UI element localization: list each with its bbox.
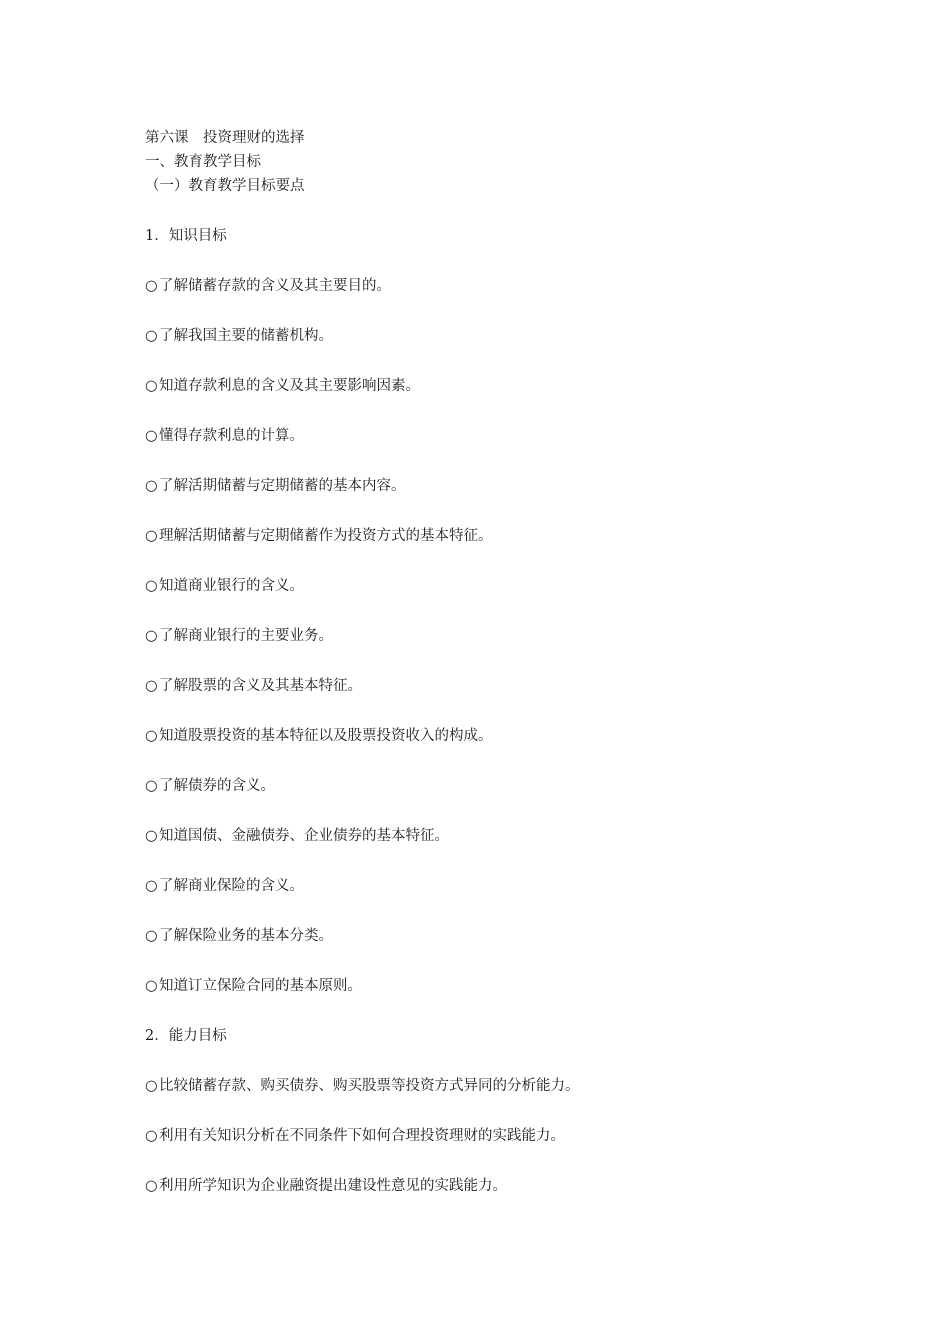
list-item (145, 1174, 845, 1198)
knowledge-objectives-heading: 1．知识目标 (145, 228, 227, 244)
circle-bullet-icon: ○ (145, 478, 158, 494)
list-item-text: 了解商业银行的主要业务。 (159, 628, 333, 644)
list-item (145, 974, 845, 998)
list-item-text: 知道国债、金融债券、企业债券的基本特征。 (159, 828, 449, 844)
list-item-text: 知道订立保险合同的基本原则。 (159, 978, 362, 994)
circle-bullet-icon: ○ (145, 578, 158, 594)
list-item-text: 了解股票的含义及其基本特征。 (159, 678, 362, 694)
subsection-heading-key-points: （一）教育教学目标要点 (145, 178, 305, 194)
list-item-text: 了解商业保险的含义。 (159, 878, 304, 894)
list-item-text: 知道股票投资的基本特征以及股票投资收入的构成。 (159, 728, 493, 744)
circle-bullet-icon: ○ (145, 928, 158, 944)
circle-bullet-icon: ○ (145, 428, 158, 444)
list-item (145, 474, 845, 498)
list-item-text: 知道商业银行的含义。 (159, 578, 304, 594)
list-item (145, 824, 845, 848)
list-item (145, 774, 845, 798)
list-item-text: 利用有关知识分析在不同条件下如何合理投资理财的实践能力。 (159, 1128, 565, 1144)
circle-bullet-icon: ○ (145, 1178, 158, 1194)
lesson-title: 第六课 投资理财的选择 (145, 130, 305, 146)
ability-objectives-heading: 2．能力目标 (145, 1028, 227, 1044)
ability-objectives-list (145, 1074, 845, 1198)
list-item (145, 424, 845, 448)
list-item-text: 懂得存款利息的计算。 (159, 428, 304, 444)
knowledge-objectives-list (145, 274, 845, 998)
list-item-text: 了解保险业务的基本分类。 (159, 928, 333, 944)
list-item (145, 1074, 845, 1098)
circle-bullet-icon: ○ (145, 278, 158, 294)
list-item-text: 了解我国主要的储蓄机构。 (159, 328, 333, 344)
circle-bullet-icon: ○ (145, 1128, 158, 1144)
list-item (145, 524, 845, 548)
list-item (145, 874, 845, 898)
list-item-text: 比较储蓄存款、购买债券、购买股票等投资方式异同的分析能力。 (159, 1078, 580, 1094)
circle-bullet-icon: ○ (145, 1078, 158, 1094)
list-item-text: 了解储蓄存款的含义及其主要目的。 (159, 278, 391, 294)
circle-bullet-icon: ○ (145, 728, 158, 744)
list-item (145, 324, 845, 348)
document-body (145, 126, 845, 1198)
list-item (145, 724, 845, 748)
list-item (145, 674, 845, 698)
circle-bullet-icon: ○ (145, 778, 158, 794)
circle-bullet-icon: ○ (145, 878, 158, 894)
circle-bullet-icon: ○ (145, 678, 158, 694)
circle-bullet-icon: ○ (145, 828, 158, 844)
list-item (145, 574, 845, 598)
circle-bullet-icon: ○ (145, 328, 158, 344)
section-heading-objectives: 一、教育教学目标 (145, 154, 261, 170)
list-item-text: 理解活期储蓄与定期储蓄作为投资方式的基本特征。 (159, 528, 493, 544)
circle-bullet-icon: ○ (145, 378, 158, 394)
list-item-text: 了解活期储蓄与定期储蓄的基本内容。 (159, 478, 406, 494)
circle-bullet-icon: ○ (145, 978, 158, 994)
list-item (145, 374, 845, 398)
circle-bullet-icon: ○ (145, 528, 158, 544)
list-item (145, 624, 845, 648)
list-item (145, 1124, 845, 1148)
list-item (145, 274, 845, 298)
list-item-text: 了解债券的含义。 (159, 778, 275, 794)
circle-bullet-icon: ○ (145, 628, 158, 644)
list-item-text: 知道存款利息的含义及其主要影响因素。 (159, 378, 420, 394)
list-item-text: 利用所学知识为企业融资提出建设性意见的实践能力。 (159, 1178, 507, 1194)
list-item (145, 924, 845, 948)
